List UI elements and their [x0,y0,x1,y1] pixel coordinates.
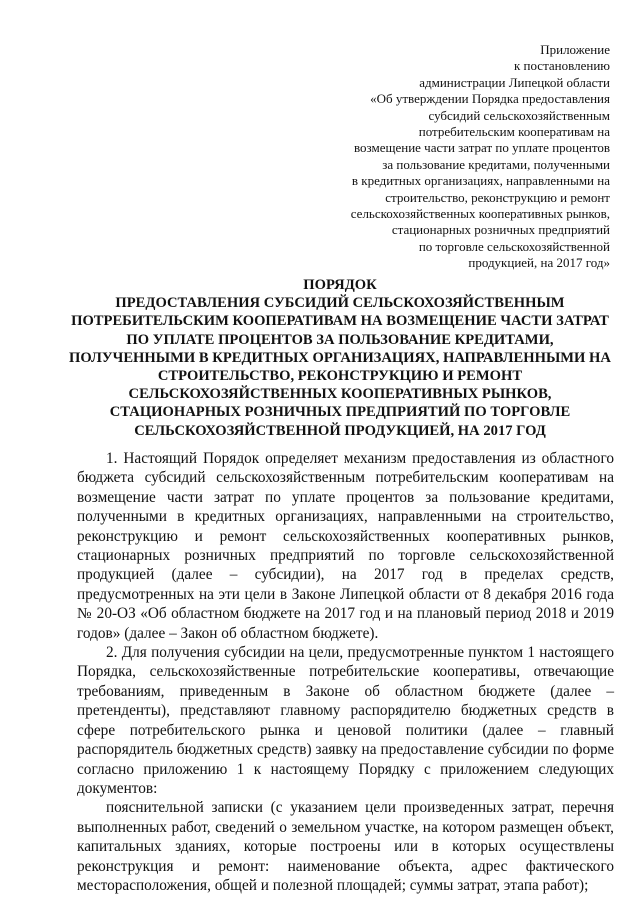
title-line: СТРОИТЕЛЬСТВО, РЕКОНСТРУКЦИЮ И РЕМОНТ [157,368,523,385]
approval-line: за пользование кредитами, полученными [382,156,610,172]
title-line: СЕЛЬСКОХОЗЯЙСТВЕННОЙ ПРОДУКЦИЕЙ, НА 2017 ГОД [134,422,546,439]
title-line: ПОЛУЧЕННЫМИ В КРЕДИТНЫХ ОРГАНИЗАЦИЯХ, НАПРАВЛЕННЫМИ НА [69,349,611,366]
approval-line: «Об утверждении Порядка предоставления [370,91,610,107]
approval-line: субсидий сельскохозяйственным [428,107,610,123]
title-line: ПРЕДОСТАВЛЕНИЯ СУБСИДИЙ СЕЛЬСКОХОЗЯЙСТВЕННЫМ [115,295,565,312]
paragraph-explanatory-note: пояснительной записки (с указанием цели произведенных затрат, перечня выполненных работ, сведений о земельном участке, на котором размещен объект, капитальных зданиях, которые построены или в которых осуществлены реконструкция и ремонт: наименование объекта, адрес фактического месторасположения, общей и полезной площадей; суммы затрат, этапа работ); [77,799,614,894]
approval-line: в кредитных организациях, направленными на [351,173,610,189]
approval-line: возмещение части затрат по уплате процентов [353,140,610,156]
title-line: СТАЦИОНАРНЫХ РОЗНИЧНЫХ ПРЕДПРИЯТИЙ ПО ТОРГОВЛЕ [109,404,571,421]
title-line: ПОТРЕБИТЕЛЬСКИМ КООПЕРАТИВАМ НА ВОЗМЕЩЕНИЕ ЧАСТИ ЗАТРАТ [71,313,609,330]
approval-line: к постановлению [513,58,610,74]
approval-line: продукцией, на 2017 год» [468,255,610,271]
approval-line: администрации Липецкой области [419,74,610,90]
title-line: ПО УПЛАТЕ ПРОЦЕНТОВ ЗА ПОЛЬЗОВАНИЕ КРЕДИТАМИ, [126,331,554,348]
title-line: ПОРЯДОК [303,277,377,293]
approval-line: потребительским кооперативам на [418,124,610,140]
approval-line: строительство, реконструкцию и ремонт [385,189,610,205]
approval-block [310,42,610,272]
approval-line: по торговле сельскохозяйственной [418,238,610,254]
approval-line: стационарных розничных предприятий [391,222,610,238]
approval-line: Приложение [540,42,610,57]
paragraph-1: 1. Настоящий Порядок определяет механизм предоставления из областного бюджета субсидий сельскохозяйственным потребительским кооперативам на возмещение части затрат по уплате процентов за пользование кредитами, полученными в кредитных организациях, направленными на строительство, реконструкцию и ремонт сельскохозяйственных кооперативных рынков, стационарных розничных предприятий по торговле сельскохозяйственной продукцией (далее – субсидии), на 2017 год в пределах средств, предусмотренных на эти цели в Законе Липецкой области от 8 декабря 2016 года № 20-ОЗ «Об областном бюджете на 2017 год и на плановый период 2018 и 2019 годов» (далее – Закон об областном бюджете). [77,450,614,642]
document-body [77,449,614,895]
title-line: СЕЛЬСКОХОЗЯЙСТВЕННЫХ КООПЕРАТИВНЫХ РЫНКОВ, [128,386,552,403]
document-title [60,276,620,440]
paragraph-2: 2. Для получения субсидии на цели, предусмотренные пунктом 1 настоящего Порядка, сельскохозяйственные потребительские кооперативы, отвечающие требованиям, приведенным в Законе об областном бюджете (далее – претенденты), представляют главному распорядителю бюджетных средств в сфере потребительского рынка и ценовой политики (далее – главный распорядитель бюджетных средств) заявку на предоставление субсидии по форме согласно приложению 1 к настоящему Порядку с приложением следующих документов: [77,644,614,797]
approval-line: сельскохозяйственных кооперативных рынков, [350,206,610,222]
